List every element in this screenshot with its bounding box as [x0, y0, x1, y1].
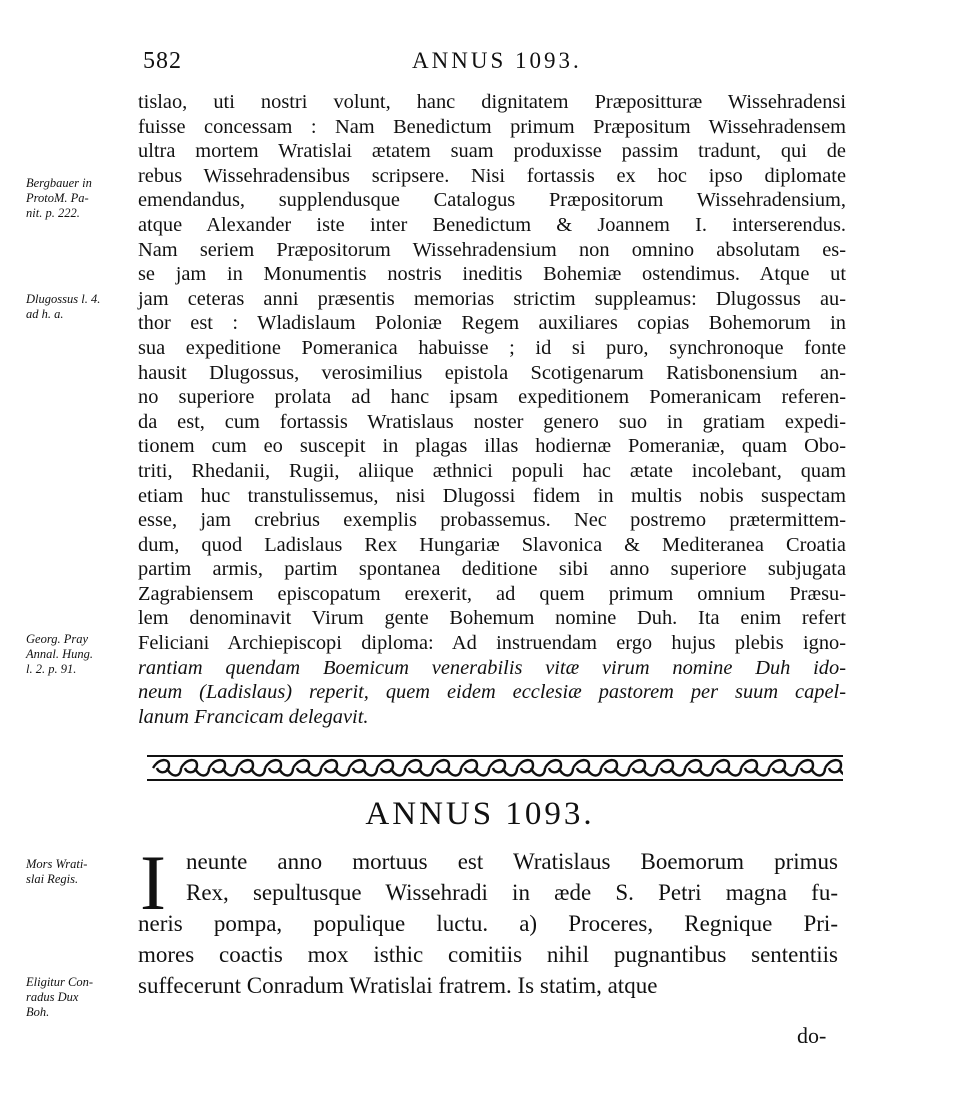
text-line: neris pompa, populique luctu. a) Proceres, Regnique Pri- [138, 911, 838, 936]
text-line: fuisse concessam : Nam Benedictum primum Præpositum Wissehradensem [138, 115, 846, 138]
text-line: se jam in Monumentis nostris ineditis Bohemiæ ostendimus. Atque ut [138, 263, 846, 286]
margin-note-eligitur: Eligitur Con- radus Dux Boh. [26, 975, 94, 1019]
section-title: ANNUS 1093. [365, 796, 595, 832]
text-line: partim armis, partim spontanea deditione sibi anno superiore subjugata [138, 558, 846, 581]
text-line: suffecerunt Conradum Wratislai fratrem. Is statim, atque [138, 973, 658, 998]
second-text-block [138, 839, 838, 1001]
catchword: do- [797, 1023, 827, 1048]
text-line: ultra mortem Wratislai ætatem suam produxisse passim tradunt, qui de [138, 140, 846, 163]
text-line: dum, quod Ladislaus Rex Hungariæ Slavonica & Mediteranea Croatia [138, 533, 846, 556]
main-text-block [138, 90, 846, 729]
text-line: mores coactis mox isthic comitiis nihil pugnantibus sententiis [138, 942, 838, 967]
text-line: sua expeditione Pomeranica habuisse ; id si puro, synchronoque fonte [138, 336, 846, 359]
margin-note-pray: Georg. Pray Annal. Hung. l. 2. p. 91. [26, 632, 94, 676]
margin-note-bergbauer: Bergbauer in ProtoM. Pa- nit. p. 222. [26, 176, 92, 220]
text-line: tionem cum eo suscepit in plagas illas hodiernæ Pomeraniæ, quam Obo- [138, 435, 846, 458]
text-line: neum (Ladislaus) reperit, quem eidem ecclesiæ pastorem per suum capel- [138, 681, 846, 704]
text-line: triti, Rhedanii, Rugii, aliique æthnici populi hac ætate incolebant, quam [138, 459, 846, 482]
text-line: lanum Francicam delegavit. [138, 705, 369, 728]
drop-cap: I [140, 839, 166, 926]
text-line: Nam seriem Præpositorum Wissehradensium non omnino absolutam es- [138, 238, 846, 261]
ornament-border [147, 753, 843, 783]
text-line: tislao, uti nostri volunt, hanc dignitatem Præpositturæ Wissehradensi [138, 91, 846, 113]
text-line: no superiore prolata ad hanc ipsam expeditionem Pomeranicam referen- [138, 386, 846, 409]
text-line: thor est : Wladislaum Poloniæ Regem auxiliares copias Bohemorum in [138, 312, 846, 335]
text-line: esse, jam crebrius exemplis probassemus. Nec postremo prætermittem- [138, 509, 846, 532]
text-line: atque Alexander iste inter Benedictum & Joannem I. interserendus. [138, 213, 846, 236]
text-line: jam ceteras anni præsentis memorias strictim suppleamus: Dlugossus au- [138, 287, 846, 310]
text-line: lem denominavit Virum gente Bohemum nomine Duh. Ita enim refert [138, 607, 846, 630]
text-line: Feliciani Archiepiscopi diploma: Ad instruendam ergo hujus plebis igno- [138, 632, 846, 655]
text-line: rebus Wissehradensibus scripsere. Nisi fortassis ex hoc ipso diplomate [138, 164, 846, 187]
text-line: etiam huc transtulissemus, nisi Dlugossi fidem in multis nobis suspectam [138, 484, 846, 507]
text-line: Rex, sepultusque Wissehradi in æde S. Petri magna fu- [186, 880, 838, 905]
running-title: ANNUS 1093. [412, 48, 582, 73]
text-line: rantiam quendam Boemicum venerabilis vitæ virum nomine Duh ido- [138, 656, 846, 679]
text-line: neunte anno mortuus est Wratislaus Boemorum primus [186, 849, 838, 874]
text-line: da est, cum fortassis Wratislaus noster genero suo in gratiam expedi- [138, 410, 846, 433]
page-number: 582 [143, 48, 182, 74]
text-line: Zagrabiensem episcopatum erexerit, ad quem primum omnium Præsu- [138, 582, 846, 605]
margin-note-dlugossus: Dlugossus l. 4. ad h. a. [26, 292, 101, 321]
text-line: emendandus, supplendusque Catalogus Præpositorum Wissehradensium, [138, 189, 846, 212]
margin-note-mors: Mors Wrati- slai Regis. [26, 857, 88, 886]
text-line: hausit Dlugossus, verosimilius epistola Scotigenarum Ratisbonensium an- [138, 361, 846, 384]
